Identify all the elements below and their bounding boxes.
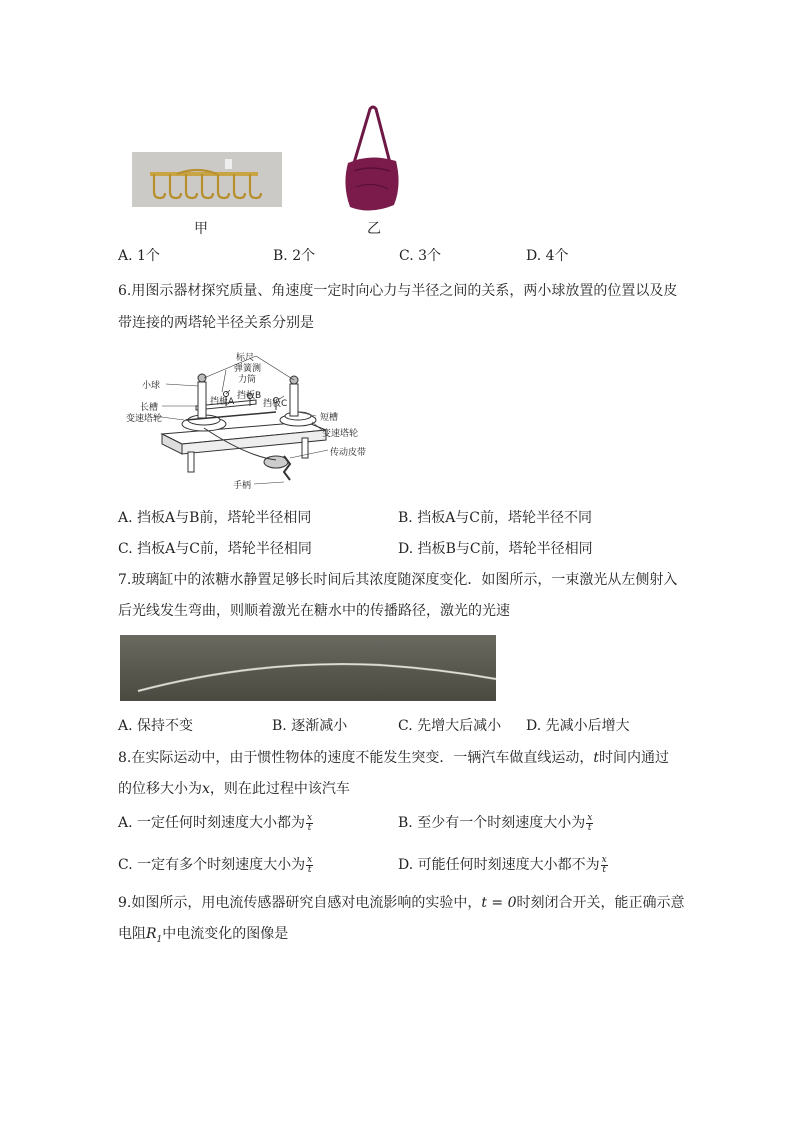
figure-label-jia: 甲 (194, 221, 208, 237)
q5-option-d: D. 4个 (526, 248, 569, 264)
fraction-x-over-t: $\frac{x}{t}$ (307, 854, 313, 875)
fraction-x-over-t: $\frac{x}{t}$ (307, 812, 313, 833)
q7-stem-line1: 7.玻璃缸中的浓糖水静置足够长时间后其浓度随深度变化．如图所示，一束激光从左侧射入 (118, 572, 678, 588)
q8-stem-line1: 8.在实际运动中，由于惯性物体的速度不能发生突变．一辆汽车做直线运动，t时间内通过 (118, 750, 669, 766)
label-biansu-left: 变速塔轮 (126, 414, 163, 424)
q7-option-b: B. 逐渐减小 (272, 718, 348, 734)
q6-option-c: C. 挡板A与C前，塔轮半径相同 (118, 541, 312, 557)
figure-label-yi: 乙 (367, 221, 381, 237)
laser-sugar-water-photo (120, 635, 496, 701)
q6-option-a: A. 挡板A与B前，塔轮半径相同 (118, 510, 312, 526)
label-chuandong: 传动皮带 (330, 448, 367, 458)
q6-option-d: D. 挡板B与C前，塔轮半径相同 (398, 541, 593, 557)
fraction-x-over-t: $\frac{x}{t}$ (601, 854, 607, 875)
q5-option-c: C. 3个 (399, 248, 442, 264)
q8-option-a: A. 一定任何时刻速度大小都为 $\frac{x}{t}$ (118, 812, 313, 833)
q6-stem-line1: 6.用图示器材探究质量、角速度一定时向心力与半径之间的关系，两小球放置的位置以及皮 (118, 283, 678, 299)
q7-stem-line2: 后光线发生弯曲，则顺着激光在糖水中的传播路径，激光的光速 (118, 603, 510, 619)
label-biansu-right: 变速塔轮 (322, 429, 359, 439)
q7-option-a: A. 保持不变 (118, 718, 194, 734)
resistor-r1: $R_1$ (146, 926, 163, 945)
label-xiaoqiu: 小球 (142, 381, 161, 391)
fraction-x-over-t: $\frac{x}{t}$ (587, 812, 593, 833)
q8-stem-line2: 的位移大小为x，则在此过程中该汽车 (118, 781, 350, 797)
q8-option-b: B. 至少有一个时刻速度大小为 $\frac{x}{t}$ (398, 812, 593, 833)
q9-stem-line1: 9.如图所示，用电流传感器研究自感对电流影响的实验中，t = 0时刻闭合开关，能正确示意 (118, 895, 685, 911)
q6-stem-line2: 带连接的两塔轮半径关系分别是 (118, 315, 314, 331)
q5-option-b: B. 2个 (273, 248, 316, 264)
q8-option-d: D. 可能任何时刻速度大小都不为 $\frac{x}{t}$ (398, 854, 607, 875)
label-tanhuang-2: 力筒 (238, 375, 257, 385)
label-biaochi: 标尺 (236, 353, 255, 363)
label-tanhuang-1: 弹簧测 (234, 364, 262, 374)
q7-option-d: D. 先减小后增大 (526, 718, 630, 734)
label-changcao: 长槽 (140, 403, 159, 413)
centripetal-apparatus-diagram (126, 348, 386, 490)
label-dangban-c: 挡板C (263, 399, 288, 409)
handbag-photo (340, 105, 402, 213)
var-x: x (202, 781, 210, 797)
label-shoubing: 手柄 (233, 481, 252, 491)
var-t: t (593, 750, 599, 766)
q6-option-b: B. 挡板A与C前，塔轮半径不同 (398, 510, 593, 526)
q7-option-c: C. 先增大后减小 (398, 718, 502, 734)
q9-stem-line2: 电阻$R_1$中电流变化的图像是 (118, 926, 289, 945)
q5-option-a: A. 1个 (118, 248, 160, 264)
q8-option-c: C. 一定有多个时刻速度大小为 $\frac{x}{t}$ (118, 854, 313, 875)
label-dangban-b: 挡板B (237, 391, 262, 401)
coat-hook-photo (132, 152, 282, 207)
label-dangban-a: 挡板A (210, 397, 235, 407)
equation-t-zero: t = 0 (481, 895, 517, 911)
label-duancao: 短槽 (320, 413, 339, 423)
